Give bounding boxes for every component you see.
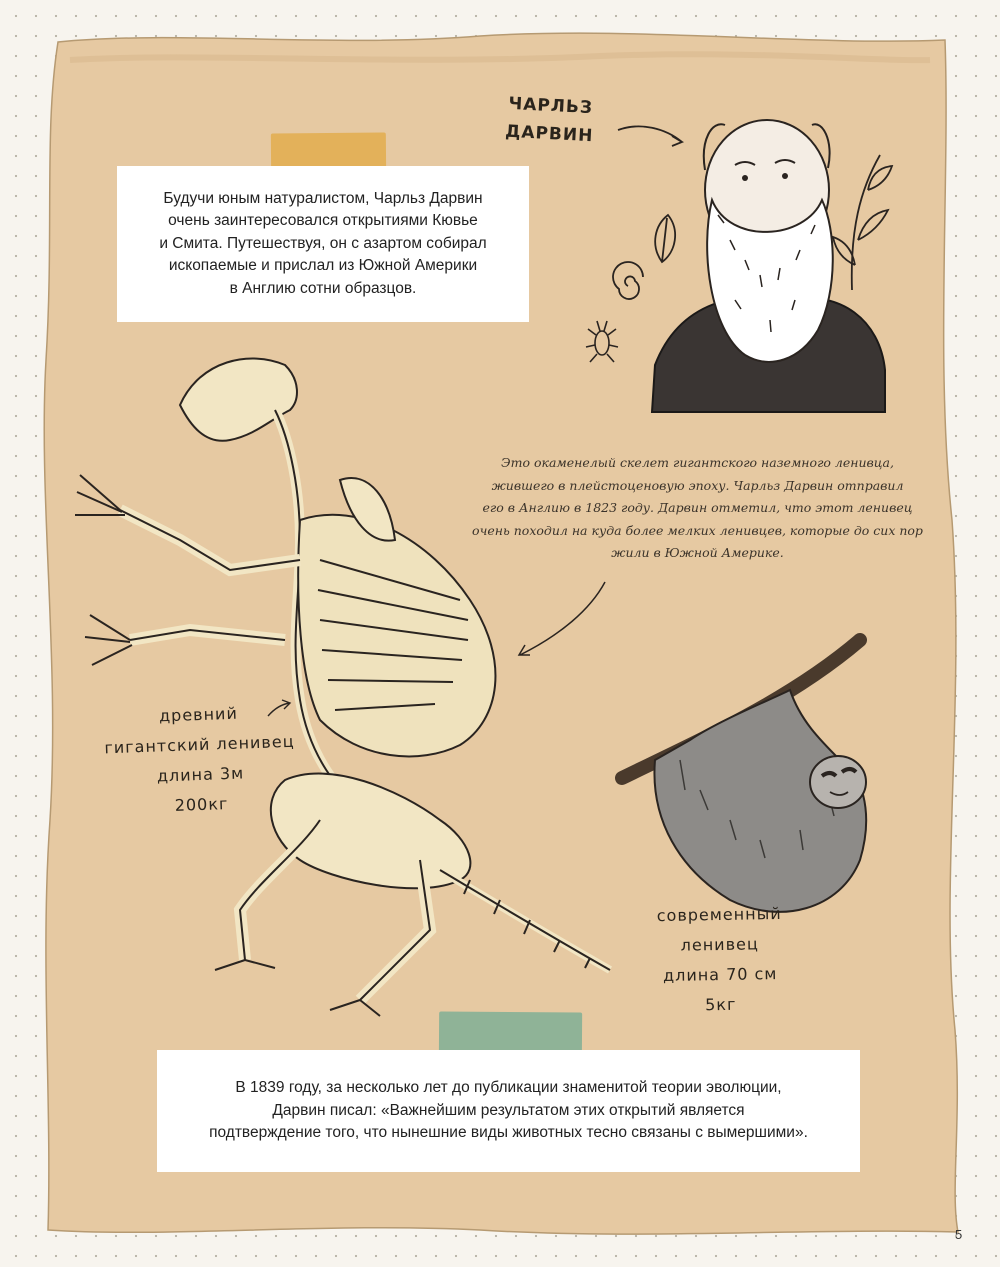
ancient-sloth-label: [98, 697, 302, 824]
quote-line: Дарвин писал: «Важнейшим результатом этих открытий является: [272, 1101, 745, 1119]
caption-arrow: [519, 582, 605, 655]
intro-line: очень заинтересовался открытиями Кювье: [168, 212, 478, 230]
darwin-label: [479, 88, 622, 151]
spiral-shell-icon: [613, 262, 643, 299]
modern-label-line: длина 70 см: [662, 964, 778, 985]
ancient-label-line: 200кг: [174, 794, 229, 815]
caption-line: очень походил на куда более мелких ленивцев, которые до сих пор: [472, 522, 923, 538]
modern-sloth: [622, 640, 866, 912]
quote-paragraph: [209, 1077, 808, 1145]
darwin-label-line: ДАРВИН: [504, 121, 594, 147]
intro-line: ископаемые и прислал из Южной Америки: [168, 257, 478, 275]
caption-line: жившего в плейстоценовую эпоху. Чарльз Дарвин отправил: [491, 477, 904, 493]
darwin-label-line: ЧАРЛЬЗ: [508, 93, 594, 119]
darwin-arrow: [618, 126, 682, 146]
modern-sloth-label: [639, 899, 801, 1022]
intro-line: Будучи юным натуралистом, Чарльз Дарвин: [163, 189, 483, 207]
caption-line: Это окаменелый скелет гигантского наземного ленивца,: [501, 455, 894, 470]
ancient-label-line: древний: [158, 703, 239, 726]
quote-line: подтверждение того, что нынешние виды животных тесно связаны с вымершими».: [209, 1124, 808, 1142]
quote-line: В 1839 году, за несколько лет до публикации знаменитой теории эволюции,: [235, 1079, 782, 1097]
plant-sprig-icon: [833, 155, 892, 290]
page-number: 5: [955, 1227, 963, 1242]
leaf-icon: [655, 215, 675, 262]
intro-line: в Англию сотни образцов.: [229, 279, 417, 297]
intro-line: и Смита. Путешествуя, он с азартом собирал: [159, 234, 487, 252]
modern-label-line: ленивец: [680, 934, 759, 955]
ancient-label-line: длина 3м: [156, 763, 245, 786]
quote-text-box: [157, 1050, 860, 1172]
modern-label-line: 5кг: [704, 994, 737, 1015]
caption-line: его в Англию в 1823 году. Дарвин отметил, что этот ленивец: [482, 500, 913, 515]
beetle-icon: [586, 321, 618, 362]
ancient-label-line: гигантский ленивец: [104, 731, 295, 758]
caption-line: жили в Южной Америке.: [611, 545, 784, 560]
darwin-portrait: [652, 120, 885, 412]
modern-label-line: современный: [656, 903, 782, 926]
skeleton-caption: [470, 452, 925, 565]
